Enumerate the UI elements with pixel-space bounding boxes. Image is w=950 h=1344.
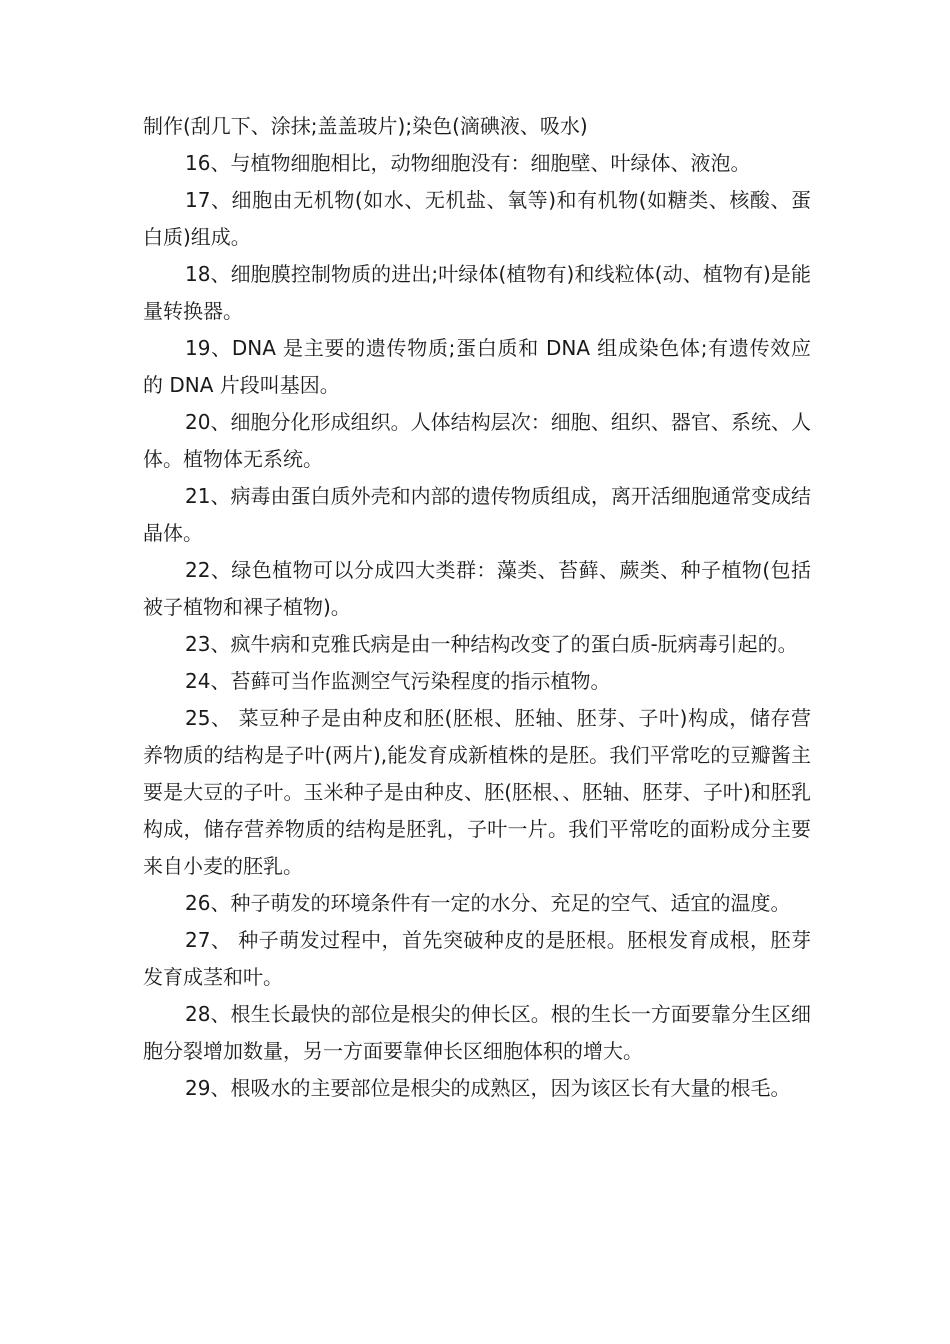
paragraph-item-28: 28、根生长最快的部位是根尖的伸长区。根的生长一方面要靠分生区细胞分裂增加数量，另一方面要靠伸长区细胞体积的增大。 bbox=[143, 1002, 811, 1063]
paragraph-item-23: 23、疯牛病和克雅氏病是由一种结构改变了的蛋白质-朊病毒引起的。 bbox=[185, 632, 798, 656]
paragraph-item-29: 29、根吸水的主要部位是根尖的成熟区，因为该区长有大量的根毛。 bbox=[185, 1076, 791, 1100]
paragraph-item-18: 18、细胞膜控制物质的进出;叶绿体(植物有)和线粒体(动、植物有)是能量转换器。 bbox=[143, 262, 811, 323]
paragraph-item-16: 16、与植物细胞相比，动物细胞没有：细胞壁、叶绿体、液泡。 bbox=[185, 151, 751, 175]
paragraph-item-25: 25、 菜豆种子是由种皮和胚(胚根、胚轴、胚芽、子叶)构成，储存营养物质的结构是子叶(两片),能发育成新植株的是胚。我们平常吃的豆瓣酱主要是大豆的子叶。玉米种子是由种皮、胚(胚根、、胚轴、胚芽、子叶)和胚乳构成，储存营养物质的结构是胚乳，子叶一片。我们平常吃的面粉成分主要来自小麦的胚乳。 bbox=[143, 706, 811, 878]
paragraph-item-26: 26、种子萌发的环境条件有一定的水分、充足的空气、适宜的温度。 bbox=[185, 891, 791, 915]
paragraph-continuation: 制作(刮几下、涂抹;盖盖玻片);染色(滴碘液、吸水) bbox=[143, 114, 588, 138]
document-body bbox=[143, 108, 811, 1107]
paragraph-item-22: 22、绿色植物可以分成四大类群：藻类、苔藓、蕨类、种子植物(包括被子植物和裸子植物)。 bbox=[143, 558, 811, 619]
paragraph-item-21: 21、病毒由蛋白质外壳和内部的遗传物质组成，离开活细胞通常变成结晶体。 bbox=[143, 484, 811, 545]
paragraph-item-17: 17、细胞由无机物(如水、无机盐、氧等)和有机物(如糖类、核酸、蛋白质)组成。 bbox=[143, 188, 811, 249]
paragraph-item-20: 20、细胞分化形成组织。人体结构层次：细胞、组织、器官、系统、人体。植物体无系统。 bbox=[143, 410, 811, 471]
paragraph-item-24: 24、苔藓可当作监测空气污染程度的指示植物。 bbox=[185, 669, 611, 693]
paragraph-item-27: 27、 种子萌发过程中，首先突破种皮的是胚根。胚根发育成根，胚芽发育成茎和叶。 bbox=[143, 928, 811, 989]
paragraph-item-19: 19、DNA 是主要的遗传物质;蛋白质和 DNA 组成染色体;有遗传效应的 DNA 片段叫基因。 bbox=[143, 336, 811, 397]
